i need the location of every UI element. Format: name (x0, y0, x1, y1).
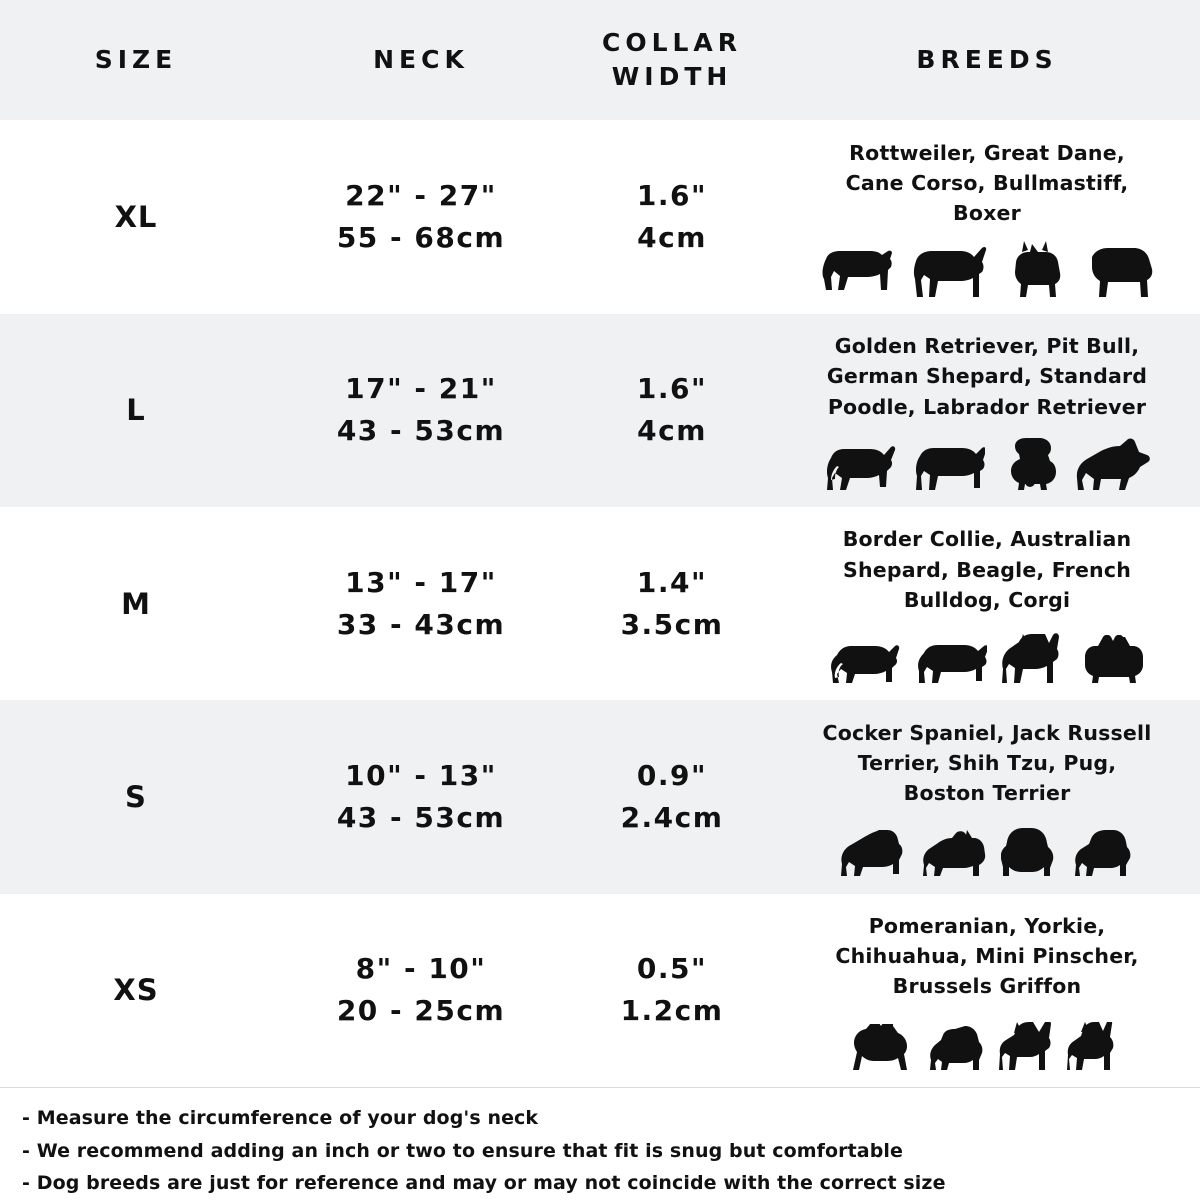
neck-cm: 43 - 53cm (336, 800, 506, 834)
cane-corso-silhouette-icon (1002, 241, 1068, 297)
collar-width-cm: 2.4cm (620, 800, 724, 834)
collar-width-cell (570, 507, 774, 700)
shih-tzu-silhouette-icon (1001, 826, 1061, 876)
collar-width-inches: 0.9" (636, 758, 708, 792)
bullmastiff-silhouette-icon (1082, 241, 1156, 297)
neck-cm: 55 - 68cm (336, 221, 506, 254)
breed-silhouette-group (829, 623, 1145, 683)
breeds-cell (774, 120, 1200, 313)
column-header-collar-width-line1: COLLAR (601, 28, 743, 58)
table-row (0, 120, 1200, 313)
collar-width-inches: 0.5" (636, 952, 708, 986)
poodle-silhouette-icon (999, 436, 1061, 490)
table-row (0, 314, 1200, 507)
collar-width-cm: 3.5cm (620, 607, 724, 641)
collar-width-cm: 1.2cm (620, 994, 724, 1028)
breeds-text: Golden Retriever, Pit Bull, German Shepard, Standard Poodle, Labrador Retriever (826, 333, 1148, 419)
breeds-text: Rottweiler, Great Dane, Cane Corso, Bullmastiff, Boxer (845, 140, 1129, 226)
size-cell (0, 700, 272, 893)
table-row (0, 507, 1200, 700)
corgi-silhouette-icon (1077, 635, 1145, 683)
breeds-cell (774, 700, 1200, 893)
neck-inches: 8" - 10" (355, 952, 487, 986)
french-bulldog-silhouette-icon (1001, 633, 1063, 683)
golden-retriever-silhouette-icon (823, 438, 897, 490)
table-row (0, 894, 1200, 1087)
size-label: XS (113, 973, 159, 1008)
neck-inches: 10" - 13" (345, 758, 497, 792)
neck-inches: 22" - 27" (345, 179, 497, 212)
collar-width-inches: 1.6" (636, 179, 708, 212)
column-header-neck: NECK (373, 45, 469, 75)
size-cell (0, 894, 272, 1087)
collar-width-inches: 1.4" (636, 565, 708, 599)
border-collie-silhouette-icon (829, 635, 901, 683)
neck-cell (272, 700, 570, 893)
chihuahua-silhouette-icon (999, 1022, 1053, 1070)
column-header-collar-width (570, 26, 774, 94)
column-header-size: SIZE (94, 45, 178, 75)
size-cell (0, 507, 272, 700)
breed-silhouette-group (823, 430, 1151, 490)
breeds-text: Border Collie, Australian Shepard, Beagle, French Bulldog, Corgi (842, 527, 1132, 612)
pomeranian-silhouette-icon (853, 1024, 915, 1070)
beagle-silhouette-icon (915, 635, 987, 683)
size-label: XL (114, 200, 158, 234)
jack-russell-terrier-silhouette-icon (923, 828, 987, 876)
collar-width-cell (570, 314, 774, 507)
collar-width-cell (570, 700, 774, 893)
yorkie-silhouette-icon (929, 1024, 985, 1070)
neck-cell (272, 894, 570, 1087)
breeds-text: Pomeranian, Yorkie, Chihuahua, Mini Pinscher, Brussels Griffon (835, 913, 1139, 999)
rottweiler-silhouette-icon (818, 241, 896, 297)
collar-width-cm: 4cm (637, 414, 707, 448)
footnote-item: - Dog breeds are just for reference and may or may not coincide with the correct size (22, 1172, 946, 1195)
mini-pinscher-silhouette-icon (1067, 1022, 1121, 1070)
great-dane-silhouette-icon (910, 241, 988, 297)
table-row (0, 700, 1200, 893)
pug-silhouette-icon (1075, 828, 1133, 876)
neck-cell (272, 314, 570, 507)
collar-width-cell (570, 120, 774, 313)
size-cell (0, 120, 272, 313)
neck-cell (272, 507, 570, 700)
collar-width-cell (570, 894, 774, 1087)
column-header-breeds: BREEDS (916, 45, 1058, 75)
breeds-cell (774, 507, 1200, 700)
breed-silhouette-group (818, 237, 1156, 297)
neck-inches: 13" - 17" (345, 565, 497, 599)
collar-width-inches: 1.6" (636, 372, 708, 406)
size-label: S (125, 779, 147, 814)
column-header-collar-width-line2: WIDTH (611, 62, 733, 92)
footnotes (0, 1087, 1200, 1200)
neck-inches: 17" - 21" (345, 372, 497, 406)
collar-width-cm: 4cm (637, 221, 707, 254)
german-shepard-silhouette-icon (1075, 438, 1151, 490)
breeds-cell (774, 894, 1200, 1087)
breed-silhouette-group (853, 1010, 1121, 1070)
table-header-row (0, 0, 1200, 120)
neck-cm: 20 - 25cm (336, 994, 506, 1028)
size-label: M (121, 586, 151, 621)
neck-cell (272, 120, 570, 313)
footnote-item: - We recommend adding an inch or two to ensure that fit is snug but comfortable (22, 1139, 904, 1162)
size-label: L (126, 393, 146, 428)
breeds-text: Cocker Spaniel, Jack Russell Terrier, Shih Tzu, Pug, Boston Terrier (822, 720, 1152, 806)
footnote-item: - Measure the circumference of your dog's neck (22, 1106, 539, 1129)
neck-cm: 33 - 43cm (336, 607, 506, 641)
breeds-cell (774, 314, 1200, 507)
breed-silhouette-group (841, 816, 1133, 876)
cocker-spaniel-silhouette-icon (841, 828, 909, 876)
pit-bull-silhouette-icon (911, 438, 985, 490)
size-cell (0, 314, 272, 507)
neck-cm: 43 - 53cm (336, 414, 506, 448)
